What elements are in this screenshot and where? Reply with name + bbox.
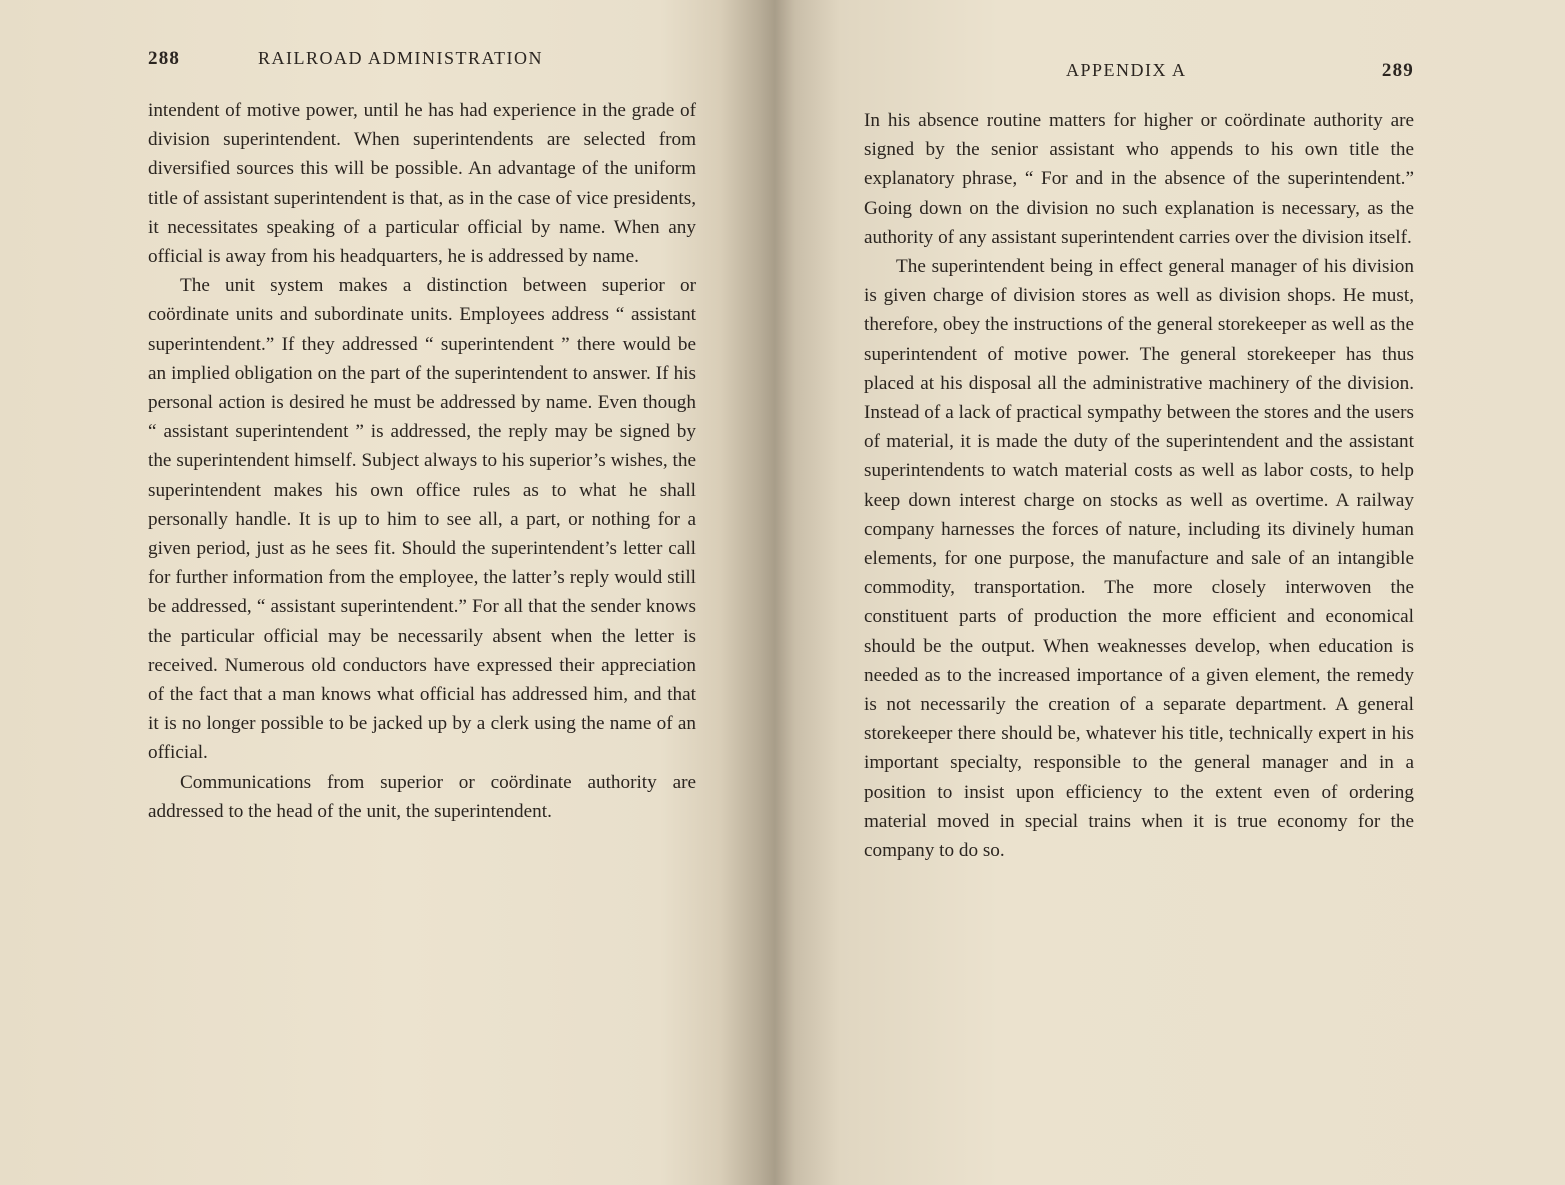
right-page	[864, 0, 1414, 1185]
running-head-title: APPENDIX A	[1066, 60, 1187, 80]
right-running-head	[864, 60, 1414, 90]
paragraph: The superintendent being in effect general manager of his division is given charge of division stores as well as division shops. He must, therefore, obey the instructions of the general storekeeper as well as the superintendent of motive power. The general storekeeper has thus placed at his disposal all the administrative machinery of the division. Instead of a lack of practical sympathy between the stores and the users of material, it is made the duty of the superintendent and the assistant superintendents to watch material costs as well as labor costs, to help keep down interest charge on stocks as well as overtime. A railway company harnesses the forces of nature, including its divinely human elements, for one purpose, the manufacture and sale of an intangible commodity, transportation. The more closely interwoven the constituent parts of production the more efficient and economical should be the output. When weaknesses develop, when education is needed as to the increased importance of a given element, the remedy is not necessarily the creation of a separate department. A general storekeeper there should be, whatever his title, technically expert in his important specialty, responsible to the general manager and in a position to insist upon efficiency to the extent even of ordering material moved in special trains when it is true economy for the company to do so.	[864, 256, 1414, 862]
left-body-text	[148, 96, 696, 826]
paragraph: In his absence routine matters for higher or coördinate authority are signed by the senior assistant who appends to his own title the explanatory phrase, “ For and in the absence of the superintendent.” Going down on the division no such explanation is necessary, as the authority of any assistant superintendent carries over the division itself.	[864, 110, 1414, 248]
paragraph: Communications from superior or coördinate authority are addressed to the head of the unit, the superintendent.	[148, 771, 696, 822]
right-body-text	[864, 106, 1414, 865]
left-running-head	[148, 48, 696, 78]
paragraph: intendent of motive power, until he has had experience in the grade of division superintendent. When superintendents are selected from diversified sources this will be possible. An advantage of the uniform title of assistant superintendent is that, as in the case of vice presidents, it necessitates speaking of a particular official by name. When any official is away from his headquarters, he is addressed by name.	[148, 100, 696, 268]
left-page	[148, 0, 696, 1185]
page-number: 288	[148, 48, 181, 69]
page-number: 289	[1381, 60, 1414, 81]
running-head-title: RAILROAD ADMINISTRATION	[258, 48, 543, 68]
paragraph: The unit system makes a distinction between superior or coördinate units and subordinate units. Employees address “ assistant superintendent.” If they addressed “ superintendent ” there would be an implied obligation on the part of the superintendent to answer. If his personal action is desired he must be addressed by name. Even though “ assistant superintendent ” is addressed, the reply may be signed by the superintendent himself. Subject always to his superior’s wishes, the superintendent makes his own office rules as to what he shall personally handle. It is up to him to see all, a part, or nothing for a given period, just as he sees fit. Should the superintendent’s letter call for further information from the employee, the latter’s reply would still be addressed, “ assistant superintendent.” For all that the sender knows the particular official may be necessarily absent when the letter is received. Numerous old conductors have expressed their appreciation of the fact that a man knows what official has addressed him, and that it is no longer possible to be jacked up by a clerk using the name of an official.	[148, 275, 696, 764]
